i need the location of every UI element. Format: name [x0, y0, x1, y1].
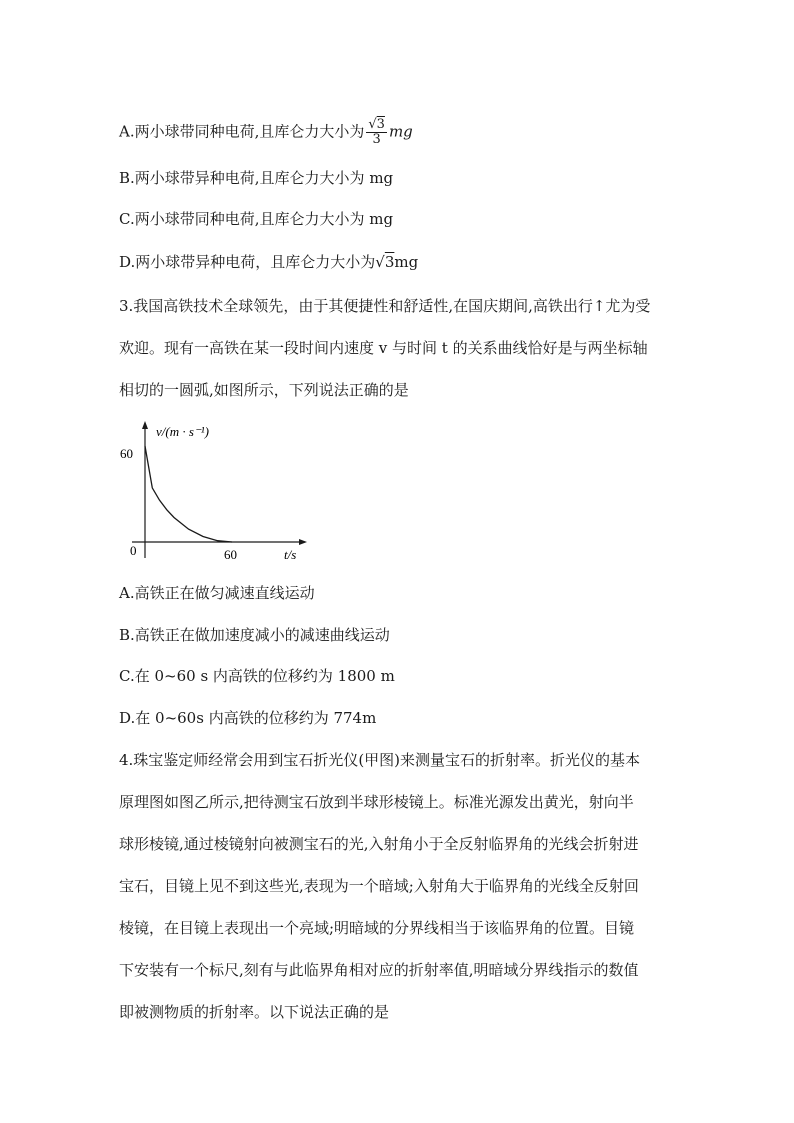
y-axis-label: v/(m · s⁻¹) — [156, 424, 209, 439]
velocity-arc-curve — [145, 446, 232, 542]
q2-option-b: B.两小球带异种电荷,且库仑力大小为 mg — [119, 169, 394, 187]
q2-option-d-unit: mg — [394, 253, 419, 271]
q2-option-a-unit: mg — [388, 122, 413, 141]
q3-option-a: A.高铁正在做匀减速直线运动 — [119, 584, 315, 602]
q4-line-1: 4.珠宝鉴定师经常会用到宝石折光仪(甲图)来测量宝石的折射率。折光仪的基本 — [119, 751, 641, 769]
q4-line-4: 宝石，目镜上见不到这些光,表现为一个暗域;入射角大于临界角的光线全反射回 — [119, 877, 639, 895]
q2-option-d-text: D.两小球带异种电荷，且库仑力大小为 — [119, 253, 376, 271]
sqrt3: √3 — [375, 253, 395, 271]
q2-option-c: C.两小球带同种电荷,且库仑力大小为 mg — [119, 210, 394, 228]
q2-option-a — [119, 118, 413, 147]
y-axis — [142, 421, 148, 558]
origin-label: 0 — [130, 543, 137, 558]
q3-stem-line-1: 3.我国高铁技术全球领先，由于其便捷性和舒适性,在国庆期间,高铁出行↑尤为受 — [119, 297, 651, 315]
q4-line-6: 下安装有一个标尺,刻有与此临界角相对应的折射率值,明暗域分界线指示的数值 — [119, 961, 639, 979]
q4-line-5: 棱镜，在目镜上表现出一个亮域;明暗域的分界线相当于该临界角的位置。目镜 — [119, 919, 635, 937]
q3-stem-line-3: 相切的一圆弧,如图所示，下列说法正确的是 — [119, 381, 409, 399]
sqrt3-over-3-fraction: $\frac{√3}{3}$ — [368, 117, 385, 147]
q3-stem-line-2: 欢迎。现有一高铁在某一段时间内速度 v 与时间 t 的关系曲线恰好是与两坐标轴 — [119, 339, 648, 357]
x-axis-label: t/s — [284, 547, 297, 562]
x-axis — [132, 539, 307, 545]
q3-option-d: D.在 0~60s 内高铁的位移约为 774m — [119, 709, 377, 727]
q3-option-c: C.在 0~60 s 内高铁的位移约为 1800 m — [119, 667, 395, 685]
q4-line-3: 球形棱镜,通过棱镜射向被测宝石的光,入射角小于全反射临界角的光线会折射进 — [119, 835, 639, 853]
q2-option-d — [119, 252, 418, 272]
q2-option-a-text: A.两小球带同种电荷,且库仑力大小为 — [119, 122, 365, 141]
q4-line-7: 即被测物质的折射率。以下说法正确的是 — [119, 1003, 390, 1021]
q4-line-2: 原理图如图乙所示,把待测宝石放到半球形棱镜上。标准光源发出黄光，射向半 — [119, 793, 634, 811]
q3-option-b: B.高铁正在做加速度减小的减速曲线运动 — [119, 626, 390, 644]
v-t-graph — [112, 418, 312, 568]
x-tick-label-60: 60 — [224, 547, 237, 562]
y-tick-label-60: 60 — [120, 446, 133, 461]
